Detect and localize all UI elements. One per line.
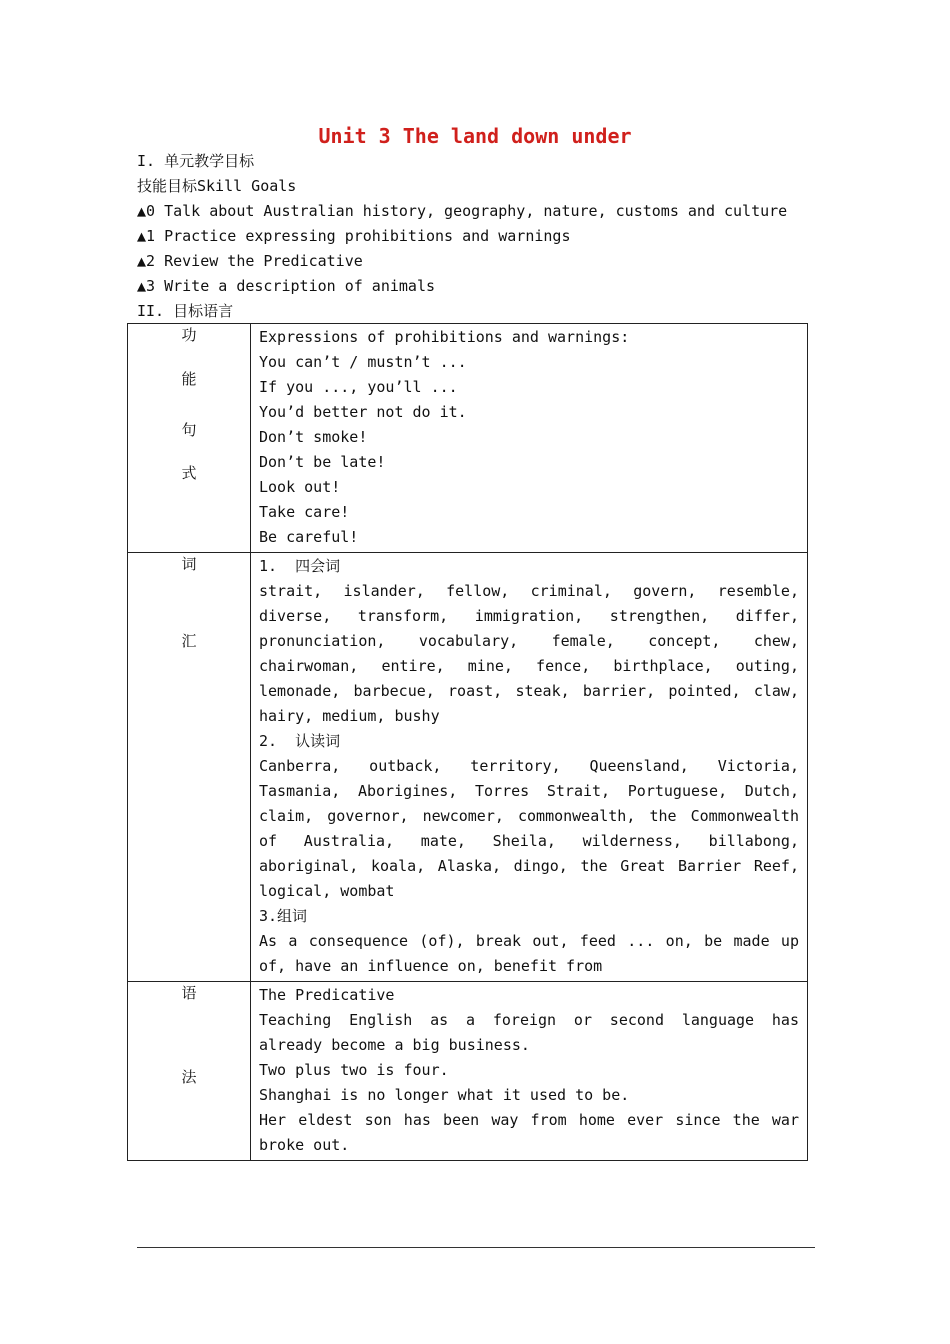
grammar-heading: The Predicative: [259, 986, 395, 1004]
label-char: 能: [181, 370, 197, 388]
grammar-example: Shanghai is no longer what it used to be.: [259, 1086, 630, 1104]
section2-heading: II. 目标语言: [137, 302, 234, 320]
label-char: 功: [181, 326, 197, 344]
functional-label: [128, 324, 251, 553]
vocab-subheading: 2. 认读词: [259, 732, 341, 750]
unit-title: Unit 3 The land down under: [318, 124, 632, 148]
goal-item: ▲0 Talk about Australian history, geography, nature, customs and culture: [137, 202, 788, 220]
grammar-example: Her eldest son has been way from home ever since the war broke out.: [259, 1111, 799, 1154]
footer-divider: [137, 1247, 815, 1248]
section1-heading: I. 单元教学目标: [137, 152, 255, 170]
goal-item: ▲3 Write a description of animals: [137, 277, 436, 295]
target-language-table: [127, 323, 808, 1161]
vocab-subheading: 1. 四会词: [259, 557, 341, 575]
vocab-recognition-words: Canberra, outback, territory, Queensland, Victoria, Tasmania, Aborigines, Torres Strait, Portuguese, Dutch, claim, governor, newcomer, commonwealth, the Commonwealth of Australia, mate, Sheila, wilderness, billabong, aboriginal, koala, Alaska, dingo, the Great Barrier Reef, logical, wombat: [259, 757, 799, 900]
table-row-grammar: [128, 982, 808, 1161]
label-char: 语: [181, 984, 197, 1002]
functional-line: You’d better not do it.: [259, 403, 467, 421]
grammar-content: [251, 982, 808, 1161]
functional-line: Expressions of prohibitions and warnings:: [259, 328, 630, 346]
label-char: 式: [181, 464, 197, 482]
vocabulary-label: [128, 553, 251, 982]
functional-content: [251, 324, 808, 553]
table-row-functional: [128, 324, 808, 553]
vocabulary-content: [251, 553, 808, 982]
functional-line: Be careful!: [259, 528, 359, 546]
label-char: 词: [181, 555, 197, 573]
vocab-subheading: 3.组词: [259, 907, 308, 925]
label-char: 句: [181, 421, 197, 439]
functional-line: You can’t / mustn’t ...: [259, 353, 467, 371]
functional-line: Look out!: [259, 478, 341, 496]
goal-item: ▲1 Practice expressing prohibitions and warnings: [137, 227, 571, 245]
functional-line: Don’t be late!: [259, 453, 386, 471]
functional-line: Take care!: [259, 503, 350, 521]
functional-line: If you ..., you’ll ...: [259, 378, 458, 396]
skill-goals-heading: 技能目标Skill Goals: [137, 177, 297, 195]
grammar-example: Two plus two is four.: [259, 1061, 449, 1079]
grammar-example: Teaching English as a foreign or second language has already become a big business.: [259, 1011, 799, 1054]
vocab-phrases: As a consequence (of), break out, feed ... on, be made up of, have an influence on, benefit from: [259, 932, 799, 975]
label-char: 法: [181, 1068, 197, 1086]
functional-line: Don’t smoke!: [259, 428, 368, 446]
table-row-vocabulary: [128, 553, 808, 982]
vocab-four-skill-words: strait, islander, fellow, criminal, govern, resemble, diverse, transform, immigration, strengthen, differ, pronunciation, vocabulary, female, concept, chew, chairwoman, entire, mine, fence, birthplace, outing, lemonade, barbecue, roast, steak, barrier, pointed, claw, hairy, medium, bushy: [259, 582, 799, 725]
grammar-label: [128, 982, 251, 1161]
goal-item: ▲2 Review the Predicative: [137, 252, 363, 270]
label-char: 汇: [181, 632, 197, 650]
